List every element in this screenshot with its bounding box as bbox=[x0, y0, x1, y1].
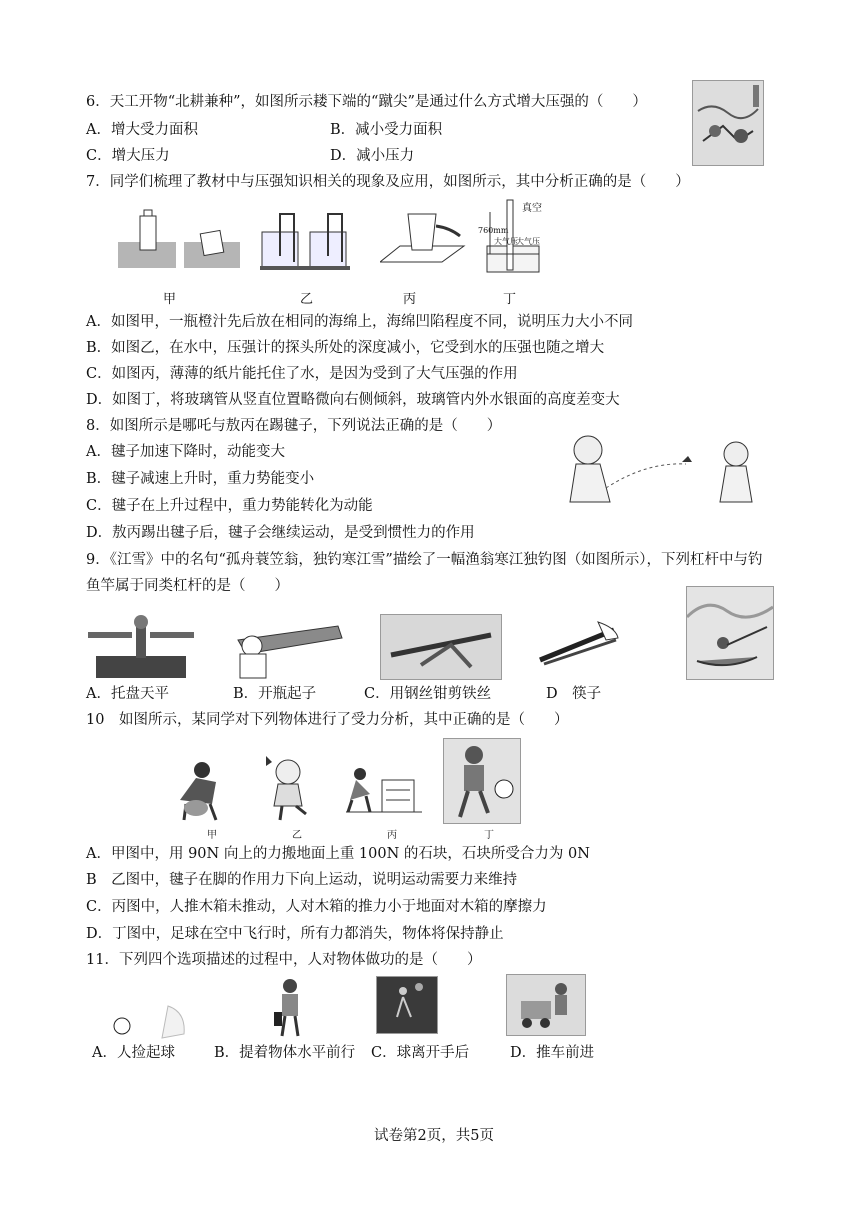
q7-option-c: C．如图丙，薄薄的纸片能托住了水，是因为受到了大气压强的作用 bbox=[86, 366, 518, 382]
q10-label-ding: 丁 bbox=[484, 830, 494, 841]
q7-option-d: D．如图丁，将玻璃管从竖直位置略微向右侧倾斜，玻璃管内外水银面的高度差变大 bbox=[86, 392, 620, 408]
push-box-figure bbox=[346, 766, 422, 814]
kick-shuttlecock-figure bbox=[262, 752, 318, 822]
plough-woodcut-image bbox=[692, 80, 764, 166]
q9-option-a: A．托盘天平 bbox=[86, 686, 169, 702]
page-footer: 试卷第2页，共5页 bbox=[374, 1128, 494, 1144]
q10-label-bing: 丙 bbox=[387, 830, 397, 841]
q10-label-jia: 甲 bbox=[207, 830, 217, 841]
bottle-opener-figure bbox=[226, 612, 346, 680]
q6-option-c: C．增大压力 bbox=[86, 148, 170, 164]
q6-stem: 6．天工开物“北耕兼种”，如图所示耧下端的“蹴尖”是通过什么方式增大压强的（ ） bbox=[86, 94, 647, 110]
tray-balance-figure bbox=[86, 612, 196, 680]
q7-option-a: A．如图甲，一瓶橙汁先后放在相同的海绵上，海绵凹陷程度不同，说明压力大小不同 bbox=[86, 314, 633, 330]
q9-option-c: C．用钢丝钳剪铁丝 bbox=[364, 686, 492, 702]
q10-label-yi: 乙 bbox=[292, 830, 302, 841]
q9-option-d: D 筷子 bbox=[546, 686, 602, 702]
q10-option-a: A．甲图中，用 90N 向上的力搬地面上重 100N 的石块，石块所受合力为 0N bbox=[86, 846, 590, 862]
fig-label-bing: 丙 bbox=[403, 292, 417, 307]
q6-option-a: A．增大受力面积 bbox=[86, 122, 198, 138]
lifting-stone-figure bbox=[172, 760, 238, 822]
q8-option-b: B．毽子减速上升时，重力势能变小 bbox=[86, 471, 315, 487]
q11-option-c: C．球离开手后 bbox=[371, 1045, 470, 1061]
fig-label-yi: 乙 bbox=[300, 292, 314, 307]
sponge-bottle-figure bbox=[116, 208, 246, 272]
q10-option-b: B 乙图中，毽子在脚的作用力下向上运动，说明运动需要力来维持 bbox=[86, 872, 518, 888]
q8-option-c: C．毽子在上升过程中，重力势能转化为动能 bbox=[86, 498, 373, 514]
q9-stem-line2: 鱼竿属于同类杠杆的是（ ） bbox=[86, 578, 289, 594]
q11-option-d: D．推车前进 bbox=[510, 1045, 595, 1061]
pressure-gauge-figure bbox=[258, 206, 353, 272]
cup-paper-figure bbox=[380, 206, 466, 266]
carry-object-figure bbox=[270, 978, 310, 1038]
q9-stem-line1: 9．《江雪》中的名句“孤舟蓑笠翁，独钓寒江雪”描绘了一幅渔翁寒江独钓图（如图所示），下列杠杆中与钓 bbox=[86, 552, 763, 568]
q10-stem: 10 如图所示，某同学对下列物体进行了受力分析，其中正确的是（ ） bbox=[86, 712, 569, 728]
q10-option-c: C．丙图中，人推木箱未推动，人对木箱的推力小于地面对木箱的摩擦力 bbox=[86, 899, 547, 915]
q7-stem: 7．同学们梳理了教材中与压强知识相关的现象及应用，如图所示，其中分析正确的是（ ） bbox=[86, 174, 690, 190]
q11-stem: 11．下列四个选项描述的过程中，人对物体做功的是（ ） bbox=[86, 952, 482, 968]
atm-pressure-label-left: 大气压 bbox=[494, 237, 518, 246]
fig-label-ding: 丁 bbox=[503, 292, 517, 307]
kicking-shuttlecock-illustration bbox=[566, 432, 762, 508]
fig-label-jia: 甲 bbox=[163, 292, 177, 307]
fishing-painting-image bbox=[686, 586, 774, 680]
basketball-photo-image bbox=[376, 976, 438, 1034]
q8-stem: 8．如图所示是哪吒与敖丙在踢毽子，下列说法正确的是（ ） bbox=[86, 418, 502, 434]
torricelli-height-label: 760mm bbox=[478, 226, 509, 235]
q6-option-d: D．减小压力 bbox=[330, 148, 415, 164]
q9-option-b: B．开瓶起子 bbox=[233, 686, 317, 702]
q8-option-d: D．敖丙踢出毽子后，毽子会继续运动，是受到惯性力的作用 bbox=[86, 525, 475, 541]
push-cart-photo-image bbox=[506, 974, 586, 1036]
pick-ball-figure bbox=[110, 986, 196, 1042]
wire-pliers-image bbox=[380, 614, 502, 680]
q10-option-d: D．丁图中，足球在空中飞行时，所有力都消失，物体将保持静止 bbox=[86, 926, 504, 942]
chopsticks-figure bbox=[536, 620, 620, 670]
torricelli-vacuum-label: 真空 bbox=[522, 203, 542, 214]
q11-option-a: A．人捡起球 bbox=[92, 1045, 175, 1061]
soccer-photo-image bbox=[443, 738, 521, 824]
atm-pressure-label-right: 大气压 bbox=[516, 237, 540, 246]
q7-option-b: B．如图乙，在水中，压强计的探头所处的深度减小，它受到水的压强也随之增大 bbox=[86, 340, 605, 356]
q6-option-b: B．减小受力面积 bbox=[330, 122, 443, 138]
q8-option-a: A．毽子加速下降时，动能变大 bbox=[86, 444, 285, 460]
q11-option-b: B．提着物体水平前行 bbox=[214, 1045, 356, 1061]
